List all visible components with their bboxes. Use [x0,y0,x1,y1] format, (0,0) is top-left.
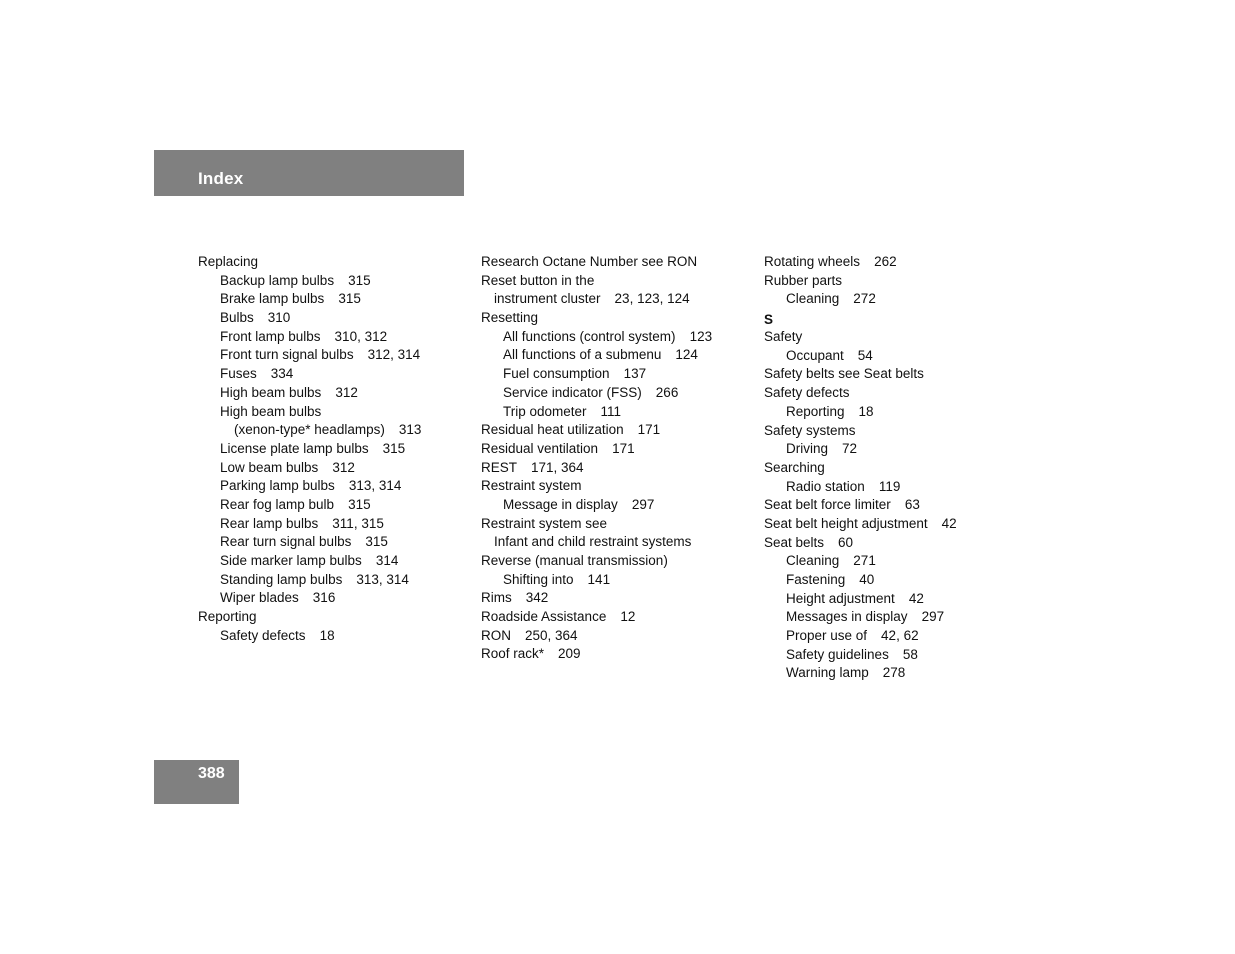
index-entry-text: Seat belt height adjustment [764,515,928,531]
section-header-bar [154,150,464,196]
index-subentry [764,440,957,459]
index-entry [481,627,712,646]
index-entry-pages: 312, 314 [367,347,421,363]
index-subentry [198,365,421,384]
index-entry [198,253,421,272]
index-entry [764,272,957,291]
index-entry-pages: 311, 315 [332,515,384,531]
index-entry-text: Backup lamp bulbs [220,272,335,288]
index-entry [481,552,712,571]
index-subentry [198,496,421,515]
index-subentry [764,347,957,366]
index-entry-pages: 42 [941,515,957,531]
index-entry [481,272,712,291]
index-subentry [481,496,712,515]
index-letter-heading: S [764,312,774,328]
index-entry [764,253,957,272]
index-entry-pages: 60 [838,534,854,550]
index-entry-pages: 315 [348,272,371,288]
index-entry-text: Radio station [786,478,865,494]
index-subentry [481,384,712,403]
index-entry-text: High beam bulbs [220,384,322,400]
index-entry-pages: 23, 123, 124 [614,291,690,307]
index-subentry [198,477,421,496]
index-entry-text: Bulbs [220,310,254,326]
index-entry-text: Safety defects [220,627,306,643]
index-entry [481,589,712,608]
index-entry [481,440,712,459]
index-entry-text: Proper use of [786,628,868,644]
index-subentry [764,478,957,497]
index-entry-text: Front turn signal bulbs [220,347,354,363]
index-entry-pages: 314 [375,553,399,568]
index-entry-pages: 312 [335,384,358,400]
index-entry-pages: 312 [332,459,355,475]
index-entry [764,365,957,384]
index-entry [198,608,421,627]
index-entry-pages: 72 [842,441,858,457]
index-entry-text: Rear turn signal bulbs [220,534,352,550]
index-entry-pages: 266 [655,384,679,400]
index-entry-text: Rotating wheels [764,254,861,269]
index-entry-pages: 316 [312,590,336,606]
index-entry [764,328,957,347]
index-entry-text: Front lamp bulbs [220,328,321,344]
index-subentry [198,589,421,608]
index-entry [764,515,957,534]
index-entry-text: Brake lamp bulbs [220,291,325,307]
index-entry-text: Residual ventilation [481,440,599,456]
index-entry-pages: 63 [904,497,920,513]
index-entry-pages: 313 [398,422,422,438]
index-entry-pages: 137 [623,366,647,382]
index-entry-pages: 310 [267,310,291,326]
index-entry [481,477,712,496]
index-subentry [764,552,957,571]
index-entry-text: Side marker lamp bulbs [220,553,362,568]
index-entry-text: Service indicator (FSS) [503,384,642,400]
index-entry-pages: 171 [612,440,635,456]
index-entry-text: Height adjustment [786,590,895,606]
index-subentry [198,533,421,552]
index-subentry [481,290,712,309]
index-subentry [481,403,712,422]
index-subentry [198,272,421,291]
index-entry-text: Fastening [786,572,846,587]
index-entry [481,309,712,328]
index-entry [764,422,957,441]
index-entry-text: Research Octane Number see RON [481,254,698,269]
index-entry-pages: 42, 62 [881,628,919,644]
index-entry-pages: 315 [382,440,406,456]
index-entry-pages: 119 [878,478,901,494]
index-entry-text: Safety guidelines [786,646,889,662]
index-entry-text: Rear fog lamp bulb [220,496,335,512]
index-entry-text: Standing lamp bulbs [220,571,343,587]
index-entry [481,515,712,534]
index-entry-text: Safety [764,329,803,345]
index-subentry [764,590,957,609]
index-entry-text: Low beam bulbs [220,459,319,475]
index-entry-pages: 313, 314 [348,478,402,494]
index-entry-pages: 342 [525,590,549,606]
index-entry-pages: 315 [348,496,371,512]
index-entry-text: Seat belts [764,534,825,550]
index-entry-pages: 310, 312 [334,328,388,344]
index-entry-text: Resetting [481,310,539,326]
index-entry-text: Cleaning [786,291,840,307]
section-title: Index [198,169,244,188]
index-entry [764,534,957,553]
index-entry-pages: 297 [631,496,655,512]
index-entry-pages: 40 [859,572,875,587]
index-entry-text: Infant and child restraint systems [494,534,692,550]
index-entry-text: Seat belt force limiter [764,497,891,513]
index-subentry [198,627,421,646]
index-entry-pages: 313, 314 [356,571,409,587]
index-entry-pages: 271 [853,553,876,569]
index-subentry [764,646,957,665]
index-entry-text: (xenon-type* headlamps) [234,422,385,438]
page-number: 388 [198,765,225,782]
index-entry-text: Reporting [198,609,257,625]
index-entry-pages: 12 [620,609,636,625]
index-entry-text: High beam bulbs [220,403,322,419]
index-entry-pages: 315 [338,291,361,307]
index-entry [481,421,712,440]
index-entry [764,459,957,478]
index-entry-pages: 272 [853,291,876,307]
index-entry-text: REST [481,459,518,475]
index-entry-text: License plate lamp bulbs [220,440,369,456]
index-entry-text: Searching [764,459,825,475]
index-subentry [764,403,957,422]
index-subentry [198,384,421,403]
index-subentry [764,627,957,646]
index-entry [764,384,957,403]
index-entry-pages: 315 [365,534,388,550]
index-column-3 [764,253,957,683]
index-entry-pages: 171 [637,422,661,438]
index-entry-pages: 171, 364 [531,459,584,475]
index-subentry [764,571,957,590]
index-entry-pages: 124 [675,347,698,363]
index-entry-text: Rear lamp bulbs [220,515,319,531]
index-subentry [198,309,421,328]
index-entry-pages: 54 [857,347,873,363]
index-entry-text: Warning lamp [786,665,869,681]
index-entry-pages: 297 [921,609,945,625]
index-subentry [198,571,421,590]
index-entry-text: Parking lamp bulbs [220,478,335,494]
index-subentry [198,328,421,347]
index-subentry [198,440,421,459]
index-entry-text: Safety systems [764,422,856,438]
index-entry-pages: 123 [689,328,713,344]
index-subentry [764,290,957,309]
index-entry-text: Trip odometer [503,403,587,419]
index-entry-text: All functions (control system) [503,328,676,344]
page-number-tab [154,760,239,804]
index-column-2 [481,253,712,664]
index-entry-text: Fuel consumption [503,366,610,382]
index-entry [481,459,712,478]
index-column-1 [198,253,421,645]
index-entry-text: Rims [481,590,512,606]
index-entry-text: Residual heat utilization [481,422,624,438]
index-entry-text: Reset button in the [481,272,595,288]
index-entry-text: Replacing [198,254,259,269]
index-subentry [764,664,957,683]
index-entry-text: Roof rack* [481,646,545,662]
index-entry-text: Wiper blades [220,590,299,606]
index-entry-pages: 58 [902,646,918,662]
index-entry-text: Rubber parts [764,272,843,288]
index-entry-text: Restraint system [481,478,582,494]
index-subentry [481,533,712,552]
index-subentry [198,346,421,365]
index-entry-pages: 141 [587,571,611,587]
index-subentry [198,403,421,422]
index-entry-pages: 18 [319,627,335,643]
index-entry-text: Reverse (manual transmission) [481,553,668,568]
index-entry-text: instrument cluster [494,291,601,307]
index-entry-pages: 42 [908,590,924,606]
index-entry-text: Safety defects [764,385,850,401]
index-entry-text: Message in display [503,496,618,512]
index-entry [481,253,712,272]
index-subentry [481,346,712,365]
index-entry [481,645,712,664]
index-subentry [198,515,421,534]
index-entry [481,608,712,627]
index-entry-text: All functions of a submenu [503,347,662,363]
index-entry-pages: 111 [600,403,622,419]
index-subentry [481,365,712,384]
index-entry-pages: 209 [558,646,581,662]
index-entry-text: Safety belts see Seat belts [764,366,924,382]
index-subentry [198,552,421,571]
index-entry-pages: 262 [874,254,897,269]
index-entry-text: Restraint system see [481,515,608,531]
index-subentry [198,290,421,309]
index-subentry [481,571,712,590]
index-entry-text: Reporting [786,403,845,419]
index-entry-text: Fuses [220,366,257,382]
index-entry-pages: 18 [858,403,874,419]
index-entry-pages: 334 [270,366,294,382]
index-entry-text: Cleaning [786,553,840,569]
index-entry-text: RON [481,627,511,643]
index-entry [764,496,957,515]
index-entry-text: Occupant [786,347,844,363]
index-entry-text: Messages in display [786,609,908,625]
index-entry-pages: 278 [882,665,906,681]
index-entry-text: Shifting into [503,571,574,587]
index-subentry [198,459,421,478]
index-entry-text: Driving [786,441,829,457]
index-subentry [764,608,957,627]
index-entry-pages: 250, 364 [525,627,578,643]
index-subentry [198,421,421,440]
index-entry-text: Roadside Assistance [481,609,607,625]
index-subentry [481,328,712,347]
